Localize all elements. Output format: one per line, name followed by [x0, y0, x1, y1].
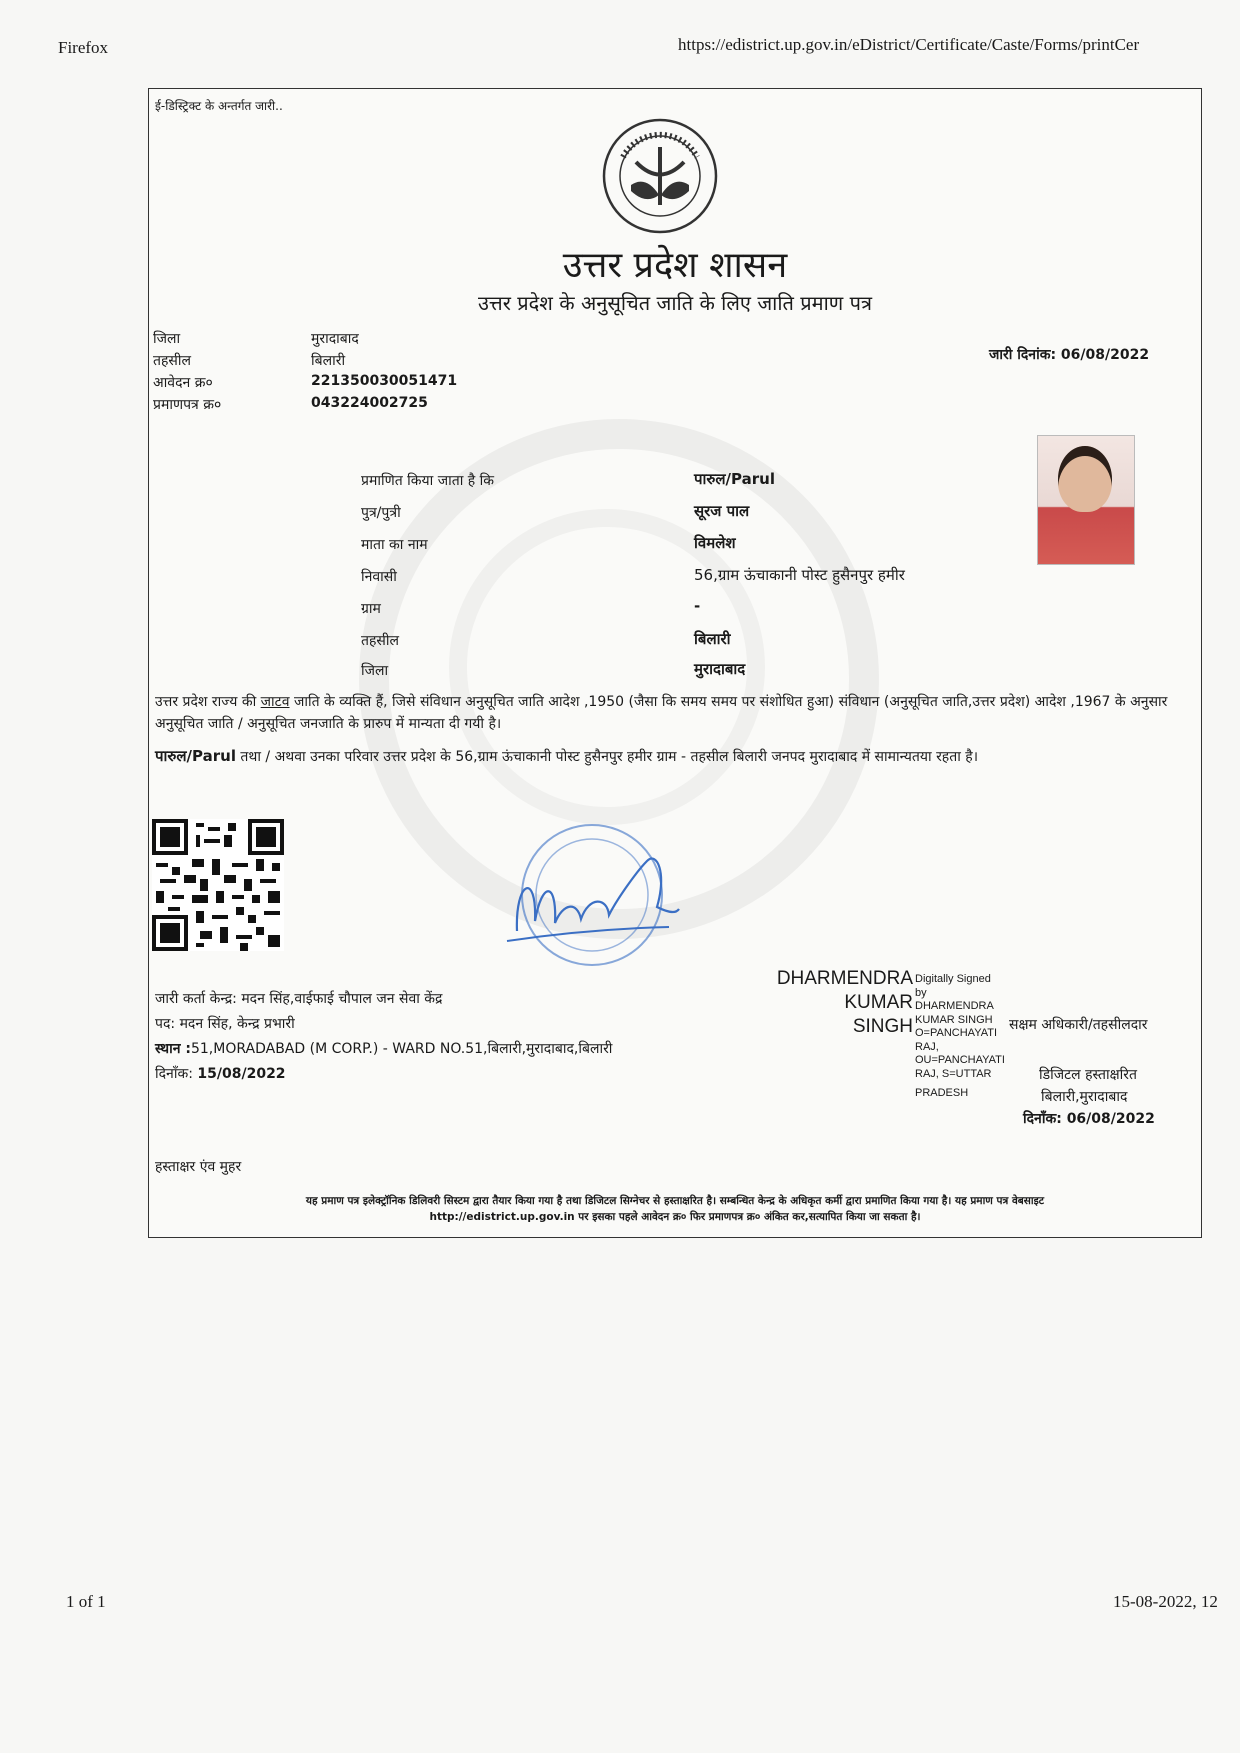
detail-label-certified: प्रमाणित किया जाता है कि	[361, 473, 495, 489]
caste-certificate	[148, 88, 1202, 1238]
detail-value-name: पारुल/Parul	[694, 470, 775, 488]
print-url: https://edistrict.up.gov.in/eDistrict/Certificate/Caste/Forms/printCer	[678, 35, 1140, 54]
signature-stamp	[497, 811, 687, 991]
signer-date: दिनाँक: 06/08/2022	[1023, 1111, 1155, 1127]
applicant-photo	[1037, 435, 1135, 565]
issue-date-label: जारी दिनांक:	[989, 347, 1057, 363]
certificate-paragraph-residence: पारुल/Parul तथा / अथवा उनका परिवार उत्तर प्रदेश के 56,ग्राम ऊंचाकानी पोस्ट हुसैनपुर हमीर ग्राम - तहसील बिलारी जनपद मुरादाबाद में सामान्यतया रहता है।	[155, 747, 979, 765]
meta-value-district: मुरादाबाद	[311, 331, 359, 347]
certificate-subtitle: उत्तर प्रदेश के अनुसूचित जाति के लिए जाति प्रमाण पत्र	[477, 291, 873, 315]
applicant-name-inline: पारुल/Parul	[155, 747, 236, 765]
meta-value-certificate-no: 043224002725	[311, 395, 428, 411]
issued-under-text: ई-डिस्ट्रिक्ट के अन्तर्गत जारी..	[155, 99, 283, 113]
meta-label-tehsil: तहसील	[153, 353, 191, 369]
meta-value-tehsil: बिलारी	[311, 353, 346, 369]
signer-name: DHARMENDRA KUMAR SINGH	[776, 968, 913, 1037]
issuer-centre: जारी कर्ता केन्द्र: मदन सिंह,वाईफाई चौपाल जन सेवा केंद्र	[155, 991, 443, 1007]
meta-label-district: जिला	[153, 331, 181, 347]
meta-value-application-no: 221350030051471	[311, 373, 458, 389]
certificate-paragraph-caste: उत्तर प्रदेश राज्य की जाटव जाति के व्यक्ति हैं, जिसे संविधान अनुसूचित जाति आदेश ,1950 (जैसा कि समय समय पर संशोधित हुआ) संविधान (अनुसूचित जाति,उत्तर प्रदेश) आदेश ,1967 के अनुसार अनुसूचित जाति / अनुसूचित जनजाति के प्रारुप में मान्यता दी गयी है।	[155, 694, 1168, 732]
detail-label-mother: माता का नाम	[361, 537, 428, 553]
issuer-date: दिनाँक: 15/08/2022	[155, 1066, 286, 1082]
detail-label-tehsil: तहसील	[361, 633, 399, 649]
print-datetime: 15-08-2022, 12	[1113, 1592, 1218, 1611]
detail-value-tehsil: बिलारी	[694, 630, 731, 648]
certificate-title: उत्तर प्रदेश शासन	[562, 245, 788, 286]
signer-location: बिलारी,मुरादाबाद	[1041, 1089, 1128, 1105]
footer-note: यह प्रमाण पत्र इलेक्ट्रॉनिक डिलिवरी सिस्टम द्वारा तैयार किया गया है तथा डिजिटल सिग्नेचर से हस्ताक्षरित है। सम्बन्धित केन्द्र के अधिकृत कर्मी द्वारा प्रमाणित किया गया है। यह प्रमाण पत्र वेबसाइट http://edistrict.up.gov.in पर इसका पहले आवेदन क्र० फिर प्रमाणपत्र क्र० अंकित कर,सत्यापित किया जा सकता है।	[305, 1195, 1045, 1223]
issue-date-row	[989, 345, 1149, 364]
detail-label-son-daughter: पुत्र/पुत्री	[361, 505, 401, 521]
detail-value-address: 56,ग्राम ऊंचाकानी पोस्ट हुसैनपुर हमीर	[694, 566, 905, 584]
detail-label-resident: निवासी	[361, 569, 397, 585]
detail-value-district: मुरादाबाद	[694, 660, 746, 678]
page-count: 1 of 1	[66, 1592, 106, 1611]
issue-date-value: 06/08/2022	[1060, 347, 1150, 363]
meta-label-application-no: आवेदन क्र०	[153, 375, 213, 391]
up-emblem	[601, 117, 719, 235]
meta-label-certificate-no: प्रमाणपत्र क्र०	[153, 397, 222, 413]
issuer-post: पद: मदन सिंह, केन्द्र प्रभारी	[155, 1016, 295, 1032]
detail-value-village: -	[694, 597, 701, 615]
detail-label-district: जिला	[361, 663, 389, 679]
signer-digital: डिजिटल हस्ताक्षरित	[1039, 1067, 1137, 1083]
issuer-place: स्थान :51,MORADABAD (M CORP.) - WARD NO.51,बिलारी,मुरादाबाद,बिलारी	[155, 1041, 613, 1057]
sign-seal-label: हस्ताक्षर एंव मुहर	[155, 1159, 242, 1175]
detail-label-village: ग्राम	[361, 601, 381, 617]
signer-authority: सक्षम अधिकारी/तहसीलदार	[1009, 1017, 1148, 1033]
detail-value-father: सूरज पाल	[694, 502, 750, 520]
digital-signature-details: Digitally Signed by DHARMENDRA KUMAR SINGH O=PANCHAYATI RAJ, OU=PANCHAYATI RAJ, S=UTTAR PRADESH	[915, 973, 1005, 1099]
browser-name: Firefox	[58, 38, 109, 57]
detail-value-mother: विमलेश	[694, 534, 736, 552]
qr-code[interactable]	[152, 819, 284, 951]
caste-name: जाटव	[260, 694, 290, 710]
